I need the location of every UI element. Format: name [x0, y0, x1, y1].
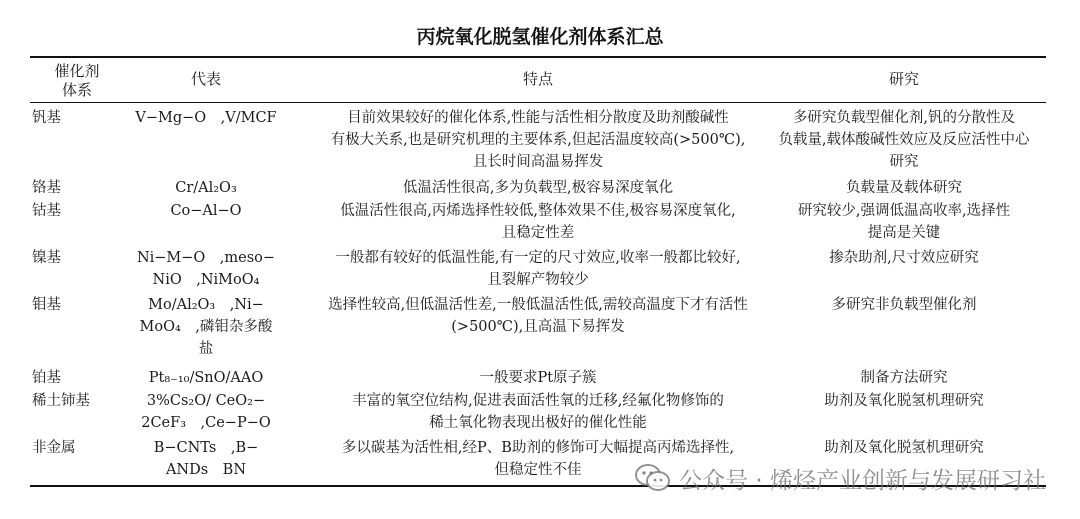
cell-line: Pt₈₋₁₀/SnO/AAO [148, 370, 264, 386]
cell-line: 盐 [198, 341, 214, 357]
cell-research [770, 437, 1038, 459]
cell-line: 制备方法研究 [860, 370, 948, 386]
cell-line: 多研究非负载型催化剂 [831, 297, 977, 313]
cell-representative [122, 437, 290, 481]
cell-line: 研究 [889, 154, 919, 170]
cell-line: 铂基 [32, 370, 61, 386]
cell-line: B−CNTs ,B− [153, 440, 259, 456]
header-system-line: 体系 [61, 81, 92, 99]
cell-research [770, 247, 1038, 269]
table-title: 丙烷氧化脱氢催化剂体系汇总 [416, 26, 664, 48]
cell-features [298, 200, 778, 244]
cell-representative [122, 294, 290, 360]
cell-features [298, 247, 778, 291]
cell-line: 3%Cs₂O/ CeO₂− [146, 393, 266, 409]
cell-line: 负载量,载体酸碱性效应及反应活性中心 [778, 132, 1030, 148]
cell-system [32, 177, 122, 199]
cell-research [770, 107, 1038, 173]
cell-system [32, 437, 122, 459]
cell-representative [122, 107, 290, 129]
cell-line: 有极大关系,也是研究机理的主要体系,但起活温度较高(>500℃), [330, 132, 746, 148]
wechat-icon [635, 463, 671, 493]
cell-features [298, 390, 778, 434]
cell-system [32, 247, 122, 269]
cell-system [32, 200, 122, 222]
watermark-text: 公众号 · 烯烃产业创新与发展研习社 [679, 467, 1046, 494]
header-system [32, 62, 122, 100]
cell-line: 钒基 [32, 110, 61, 126]
cell-system [32, 294, 122, 316]
cell-system [32, 107, 122, 129]
cell-representative [122, 247, 290, 291]
cell-representative [122, 390, 290, 434]
cell-representative [122, 367, 290, 389]
cell-features [298, 367, 778, 389]
cell-line: V−Mg−O ,V/MCF [135, 110, 277, 126]
cell-features [298, 107, 778, 173]
header-system-line: 催化剂 [54, 62, 100, 80]
cell-line: 稀土铈基 [32, 393, 90, 409]
cell-line: 低温活性很高,丙烯选择性较低,整体效果不佳,极容易深度氧化, [340, 203, 736, 219]
cell-line: ANDs BN [165, 462, 247, 478]
watermark [635, 458, 1046, 498]
cell-line: 2CeF₃ ,Ce−P−O [141, 415, 271, 431]
cell-research [770, 294, 1038, 316]
cell-features [298, 177, 778, 199]
cell-line: Co−Al−O [170, 203, 242, 219]
top-rule [30, 56, 1046, 58]
cell-line: 目前效果较好的催化体系,性能与活性相分散度及助剂酸碱性 [347, 110, 729, 126]
cell-line: NiO ,NiMoO₄ [152, 272, 260, 288]
cell-line: 但稳定性不佳 [494, 462, 582, 478]
cell-representative [122, 200, 290, 222]
cell-line: 钼基 [32, 297, 61, 313]
header-rule [30, 102, 1046, 103]
cell-line: 且长时间高温易挥发 [472, 154, 604, 170]
cell-line: 研究较少,强调低温高收率,选择性 [797, 203, 1011, 219]
cell-line: 多研究负载型催化剂,钒的分散性及 [792, 110, 1016, 126]
cell-line: 掺杂助剂,尺寸效应研究 [829, 250, 979, 266]
cell-line: MoO₄ ,磷钼杂多酸 [139, 319, 273, 335]
cell-system [32, 390, 122, 412]
cell-line: 助剂及氧化脱氢机理研究 [824, 393, 984, 409]
cell-line: 一般要求Pt原子簇 [479, 370, 597, 386]
cell-line: 提高是关键 [867, 225, 941, 241]
cell-research [770, 390, 1038, 412]
cell-line: 钴基 [32, 203, 61, 219]
cell-line: 且裂解产物较少 [487, 272, 589, 288]
cell-line: 多以碳基为活性相,经P、B助剂的修饰可大幅提高丙烯选择性, [341, 440, 735, 456]
cell-features [298, 294, 778, 338]
header-research: 研究 [888, 70, 919, 88]
header-features: 特点 [522, 70, 553, 88]
header-representative: 代表 [190, 70, 221, 88]
cell-line: Cr/Al₂O₃ [175, 180, 237, 196]
cell-line: 低温活性很高,多为负载型,极容易深度氧化 [402, 180, 674, 196]
cell-line: 助剂及氧化脱氢机理研究 [824, 440, 984, 456]
cell-system [32, 367, 122, 389]
cell-representative [122, 177, 290, 199]
cell-line: 丰富的氧空位结构,促进表面活性氧的迁移,经氟化物修饰的 [352, 393, 724, 409]
cell-line: 稀土氧化物表现出极好的催化性能 [429, 415, 647, 431]
cell-line: 负载量及载体研究 [846, 180, 962, 196]
cell-research [770, 200, 1038, 244]
cell-line: 非金属 [32, 440, 76, 456]
cell-line: 且稳定性差 [501, 225, 575, 241]
cell-research [770, 367, 1038, 389]
cell-line: (>500℃),且高温下易挥发 [451, 319, 625, 335]
cell-line: 选择性较高,但低温活性差,一般低温活性低,需较高温度下才有活性 [328, 297, 748, 313]
cell-line: Mo/Al₂O₃ ,Ni− [148, 297, 264, 313]
cell-line: Ni−M−O ,meso− [136, 250, 276, 266]
cell-line: 一般都有较好的低温性能,有一定的尺寸效应,收率一般都比较好, [335, 250, 741, 266]
cell-line: 镍基 [32, 250, 61, 266]
cell-line: 铬基 [32, 180, 61, 196]
cell-research [770, 177, 1038, 199]
